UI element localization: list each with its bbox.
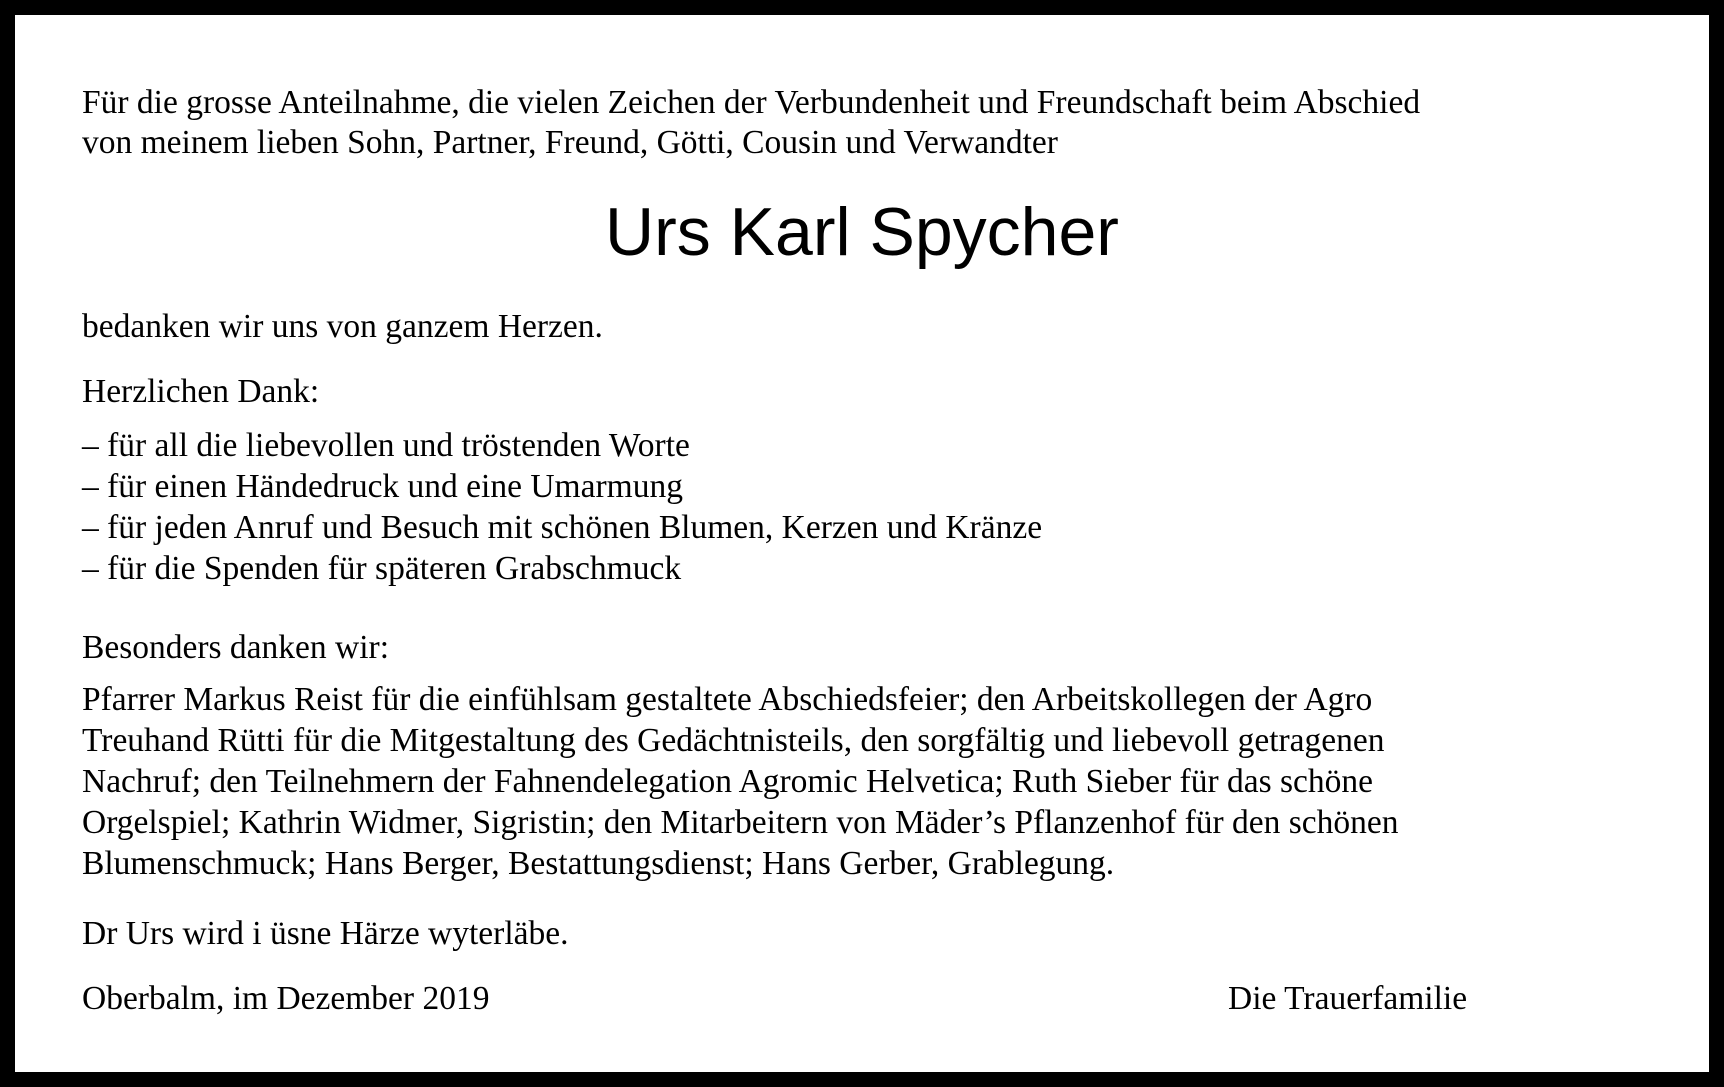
besonders-line: Blumenschmuck; Hans Berger, Bestattungsdienst; Hans Gerber, Grablegung. (82, 845, 1115, 882)
intro-paragraph (82, 83, 1642, 163)
besonders-line: Nachruf; den Teilnehmern der Fahnendelegation Agromic Helvetica; Ruth Sieber für das schöne (82, 763, 1374, 800)
dank-item: – für all die liebevollen und tröstenden Worte (82, 427, 690, 464)
dank-heading: Herzlichen Dank: (82, 373, 320, 410)
thanks-line: bedanken wir uns von ganzem Herzen. (82, 308, 603, 345)
dank-item: – für jeden Anruf und Besuch mit schönen Blumen, Kerzen und Kränze (82, 509, 1043, 546)
closing-line: Dr Urs wird i üsne Härze wyterläbe. (82, 915, 569, 952)
dank-item: – für einen Händedruck und eine Umarmung (82, 468, 683, 505)
dank-item: – für die Spenden für späteren Grabschmuck (82, 550, 682, 587)
intro-line: von meinem lieben Sohn, Partner, Freund, Götti, Cousin und Verwandter (82, 124, 1058, 161)
besonders-line: Orgelspiel; Kathrin Widmer, Sigristin; den Mitarbeitern von Mäder’s Pflanzenhof für den schönen (82, 804, 1399, 841)
besonders-line: Pfarrer Markus Reist für die einfühlsam gestaltete Abschiedsfeier; den Arbeitskollegen der Agro (82, 681, 1373, 718)
place-date: Oberbalm, im Dezember 2019 (82, 980, 490, 1017)
besonders-line: Treuhand Rütti für die Mitgestaltung des Gedächtnisteils, den sorgfältig und liebevoll getragenen (82, 722, 1385, 759)
signature: Die Trauerfamilie (1228, 980, 1468, 1017)
deceased-name: Urs Karl Spycher (605, 194, 1119, 270)
dank-list (82, 425, 1042, 589)
besonders-paragraph (82, 679, 1652, 884)
besonders-heading: Besonders danken wir: (82, 629, 390, 666)
intro-line: Für die grosse Anteilnahme, die vielen Zeichen der Verbundenheit und Freundschaft beim Abschied (82, 84, 1421, 121)
